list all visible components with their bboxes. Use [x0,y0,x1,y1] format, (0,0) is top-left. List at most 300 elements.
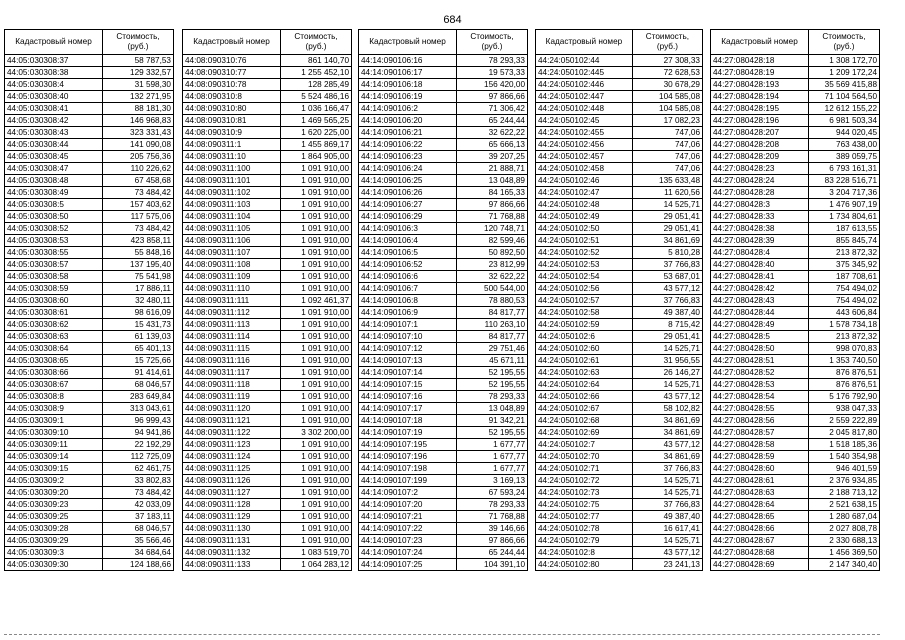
cost-value: 37 766,83 [632,259,702,271]
cost-value: 132 271,95 [103,91,174,103]
cadastral-number: 44:08:090311:111 [183,295,281,307]
cost-value: 53 687,01 [632,271,702,283]
table-row [183,523,352,535]
cost-value: 500 544,00 [457,283,528,295]
cadastral-number: 44:14:090107:10 [359,331,457,343]
cadastral-number: 44:08:090311:113 [183,319,281,331]
cadastral-number: 44:27:080428:63 [711,487,809,499]
cost-value: 5 176 792,90 [809,391,880,403]
table-row [536,91,703,103]
cost-value: 37 766,83 [632,295,702,307]
cost-value: 31 956,55 [632,355,702,367]
cadastral-number: 44:14:090106:27 [359,199,457,211]
table-row [359,235,528,247]
cadastral-number: 44:27:080428:65 [711,511,809,523]
cost-value: 37 766,83 [632,463,702,475]
table-row [359,331,528,343]
cadastral-number: 44:14:090107:22 [359,523,457,535]
cadastral-number: 44:27:080428:28 [711,187,809,199]
cadastral-number: 44:08:090311:1 [183,139,281,151]
cost-value: 1 476 907,19 [809,199,880,211]
table-row [359,283,528,295]
cadastral-number: 44:24:050102:47 [536,187,633,199]
table-row [183,403,352,415]
cost-value: 1 091 910,00 [281,211,352,223]
table-row [536,151,703,163]
cadastral-number: 44:27:080428:51 [711,355,809,367]
table-row [5,367,174,379]
header-cost: Стоимость, (руб.) [103,30,174,55]
table-row [711,223,880,235]
cost-value: 2 559 222,89 [809,415,880,427]
cadastral-number: 44:08:090311:115 [183,343,281,355]
cadastral-number: 44:24:050102:49 [536,211,633,223]
table-row [183,391,352,403]
table-row [536,403,703,415]
cadastral-number: 44:05:030309:30 [5,559,103,571]
cost-value: 23 812,99 [457,259,528,271]
cost-value: 1 677,77 [457,451,528,463]
cadastral-number: 44:05:030309:15 [5,463,103,475]
cost-value: 3 169,13 [457,475,528,487]
table-row [711,343,880,355]
cadastral-number: 44:27:080428:60 [711,463,809,475]
cost-value: 67 593,24 [457,487,528,499]
table-row [536,319,703,331]
cadastral-number: 44:27:080428:18 [711,55,809,67]
table-row [183,283,352,295]
table-row [359,55,528,67]
cadastral-number: 44:24:050102:446 [536,79,633,91]
cost-value: 32 480,11 [103,295,174,307]
cadastral-number: 44:14:090106:2 [359,103,457,115]
cadastral-number: 44:14:090106:4 [359,235,457,247]
table-row [5,163,174,175]
table-row [183,451,352,463]
table-row [183,223,352,235]
cadastral-number: 44:27:080428:61 [711,475,809,487]
cadastral-number: 44:05:030309:20 [5,487,103,499]
table-row [536,415,703,427]
cost-value: 97 866,66 [457,535,528,547]
cost-value: 110 263,10 [457,319,528,331]
table-row [5,67,174,79]
cadastral-number: 44:14:090107:23 [359,535,457,547]
table-row [536,331,703,343]
cost-value: 94 941,86 [103,427,174,439]
cadastral-number: 44:05:030308:60 [5,295,103,307]
cost-value: 1 091 910,00 [281,511,352,523]
table-row [359,91,528,103]
cost-value: 67 458,68 [103,175,174,187]
table-row [183,259,352,271]
table-row [5,223,174,235]
cost-value: 1 091 910,00 [281,403,352,415]
table-row [359,391,528,403]
cost-value: 110 226,62 [103,163,174,175]
table-row [359,187,528,199]
cadastral-number: 44:08:090311:120 [183,403,281,415]
cost-value: 19 573,33 [457,67,528,79]
table-row [711,403,880,415]
table-row [536,367,703,379]
cadastral-number: 44:05:030308:42 [5,115,103,127]
cost-value: 946 401,59 [809,463,880,475]
table-row [183,307,352,319]
cost-value: 1 091 910,00 [281,271,352,283]
table-row [536,451,703,463]
cost-value: 2 521 638,15 [809,499,880,511]
table-row [5,487,174,499]
cadastral-number: 44:24:050102:79 [536,535,633,547]
cadastral-number: 44:24:050102:68 [536,415,633,427]
cadastral-number: 44:27:080428:194 [711,91,809,103]
cadastral-number: 44:08:090311:108 [183,259,281,271]
table-row [359,343,528,355]
cost-value: 1 064 283,12 [281,559,352,571]
cost-value: 213 872,32 [809,331,880,343]
table-row [359,115,528,127]
cost-value: 1 518 185,36 [809,439,880,451]
cadastral-number: 44:27:080428:193 [711,79,809,91]
cost-value: 84 817,77 [457,307,528,319]
cost-value: 763 438,00 [809,139,880,151]
cost-value: 98 616,09 [103,307,174,319]
table-row [711,175,880,187]
cadastral-number: 44:08:090310:80 [183,103,281,115]
table-row [359,223,528,235]
cost-value: 58 787,53 [103,55,174,67]
cadastral-number: 44:08:090311:101 [183,175,281,187]
cost-value: 124 188,66 [103,559,174,571]
cost-value: 17 082,23 [632,115,702,127]
cadastral-number: 44:14:090106:3 [359,223,457,235]
cost-value: 323 331,43 [103,127,174,139]
cost-value: 205 756,36 [103,151,174,163]
table-row [536,127,703,139]
cost-value: 1 091 910,00 [281,391,352,403]
cadastral-number: 44:24:050102:7 [536,439,633,451]
cadastral-number: 44:14:090107:13 [359,355,457,367]
table-row [711,163,880,175]
cadastral-number: 44:27:080428:40 [711,259,809,271]
table-row [359,307,528,319]
table-row [183,55,352,67]
cadastral-number: 44:27:080428:42 [711,283,809,295]
table-row [711,415,880,427]
cadastral-number: 44:08:090311:126 [183,475,281,487]
cost-value: 1 677,77 [457,463,528,475]
cadastral-number: 44:08:090311:102 [183,187,281,199]
cost-value: 71 306,42 [457,103,528,115]
table-row [183,475,352,487]
table-row [536,499,703,511]
table-row [536,67,703,79]
cost-value: 55 848,16 [103,247,174,259]
cost-value: 49 387,40 [632,511,702,523]
cost-value: 876 876,51 [809,379,880,391]
cost-value: 855 845,74 [809,235,880,247]
cadastral-number: 44:14:090107:198 [359,463,457,475]
cadastral-number: 44:27:080428:58 [711,439,809,451]
cost-value: 15 725,66 [103,355,174,367]
cadastral-number: 44:24:050102:48 [536,199,633,211]
cadastral-number: 44:24:050102:51 [536,235,633,247]
cost-value: 1 091 910,00 [281,331,352,343]
table-row [359,67,528,79]
table-row [359,199,528,211]
table-row [183,535,352,547]
table-row [711,67,880,79]
cadastral-number: 44:24:050102:458 [536,163,633,175]
table-row [711,379,880,391]
table-row [711,103,880,115]
cost-value: 12 612 155,22 [809,103,880,115]
cadastral-number: 44:27:080428:55 [711,403,809,415]
table-row [359,103,528,115]
cadastral-number: 44:08:090311:131 [183,535,281,547]
table-row [183,547,352,559]
table-row [5,451,174,463]
cost-value: 876 876,51 [809,367,880,379]
cadastral-number: 44:08:090311:127 [183,487,281,499]
table-row [183,79,352,91]
table-row [536,463,703,475]
header-cadastral: Кадастровый номер [359,30,457,55]
cadastral-number: 44:05:030308:47 [5,163,103,175]
cost-value: 29 051,41 [632,223,702,235]
cadastral-number: 44:14:090106:26 [359,187,457,199]
cadastral-number: 44:24:050102:73 [536,487,633,499]
cadastral-number: 44:08:090311:104 [183,211,281,223]
cadastral-number: 44:27:080428:209 [711,151,809,163]
cost-value: 33 802,83 [103,475,174,487]
cost-value: 128 285,49 [281,79,352,91]
table-row [536,559,703,571]
cadastral-number: 44:24:050102:445 [536,67,633,79]
cadastral-number: 44:08:090311:130 [183,523,281,535]
cost-value: 27 308,33 [632,55,702,67]
cost-value: 135 633,48 [632,175,702,187]
cost-value: 3 204 717,36 [809,187,880,199]
cost-value: 21 888,71 [457,163,528,175]
cost-value: 78 293,33 [457,391,528,403]
cost-value: 29 751,46 [457,343,528,355]
cost-value: 1 456 369,50 [809,547,880,559]
cadastral-number: 44:14:090107:195 [359,439,457,451]
table-row [536,427,703,439]
table-row [5,391,174,403]
table-row [536,511,703,523]
cadastral-number: 44:24:050102:448 [536,103,633,115]
cadastral-number: 44:05:030308:65 [5,355,103,367]
table-row [711,427,880,439]
table-row [183,115,352,127]
cadastral-number: 44:05:030309:23 [5,499,103,511]
cadastral-number: 44:27:080428:64 [711,499,809,511]
table-row [359,475,528,487]
cadastral-number: 44:24:050102:60 [536,343,633,355]
cost-value: 97 866,66 [457,91,528,103]
cadastral-number: 44:05:030308:45 [5,151,103,163]
cadastral-number: 44:24:050102:52 [536,247,633,259]
table-row [359,127,528,139]
cadastral-number: 44:14:090107:17 [359,403,457,415]
header-cadastral: Кадастровый номер [5,30,103,55]
table-row [359,379,528,391]
cadastral-number: 44:27:080428:69 [711,559,809,571]
cadastral-number: 44:24:050102:61 [536,355,633,367]
table-row [536,487,703,499]
cadastral-number: 44:14:090107:1 [359,319,457,331]
table-row [5,79,174,91]
cadastral-number: 44:08:090311:133 [183,559,281,571]
cadastral-number: 44:05:030308:43 [5,127,103,139]
cost-value: 34 861,69 [632,415,702,427]
table-row [711,535,880,547]
footer-divider [4,634,880,636]
cadastral-number: 44:27:080428:67 [711,535,809,547]
cadastral-number: 44:27:080428:66 [711,523,809,535]
cost-value: 29 051,41 [632,331,702,343]
cadastral-number: 44:05:030309:14 [5,451,103,463]
cost-value: 83 228 516,71 [809,175,880,187]
table-row [5,343,174,355]
cost-value: 747,06 [632,163,702,175]
cadastral-number: 44:27:080428:24 [711,175,809,187]
table-row [359,151,528,163]
table-row [536,199,703,211]
cost-value: 104 585,08 [632,91,702,103]
table-row [711,463,880,475]
cadastral-number: 44:14:090106:24 [359,163,457,175]
cost-value: 1 469 565,25 [281,115,352,127]
cadastral-number: 44:14:090106:25 [359,175,457,187]
page-number: 684 [443,14,462,26]
cadastral-number: 44:05:030308:44 [5,139,103,151]
cost-value: 1 091 910,00 [281,487,352,499]
cadastral-number: 44:08:090311:122 [183,427,281,439]
cost-value: 1 353 740,50 [809,355,880,367]
cadastral-number: 44:08:090310:81 [183,115,281,127]
cost-value: 43 577,12 [632,283,702,295]
cost-value: 1 091 910,00 [281,283,352,295]
table-row [5,151,174,163]
cadastral-number: 44:14:090106:52 [359,259,457,271]
cadastral-number: 44:24:050102:57 [536,295,633,307]
cadastral-number: 44:14:090107:199 [359,475,457,487]
cadastral-number: 44:27:080428:38 [711,223,809,235]
cadastral-number: 44:08:090310:77 [183,67,281,79]
table-row [183,511,352,523]
cost-value: 34 861,69 [632,427,702,439]
cadastral-number: 44:08:090311:112 [183,307,281,319]
cost-value: 2 027 808,78 [809,523,880,535]
cost-value: 43 577,12 [632,439,702,451]
cost-value: 42 033,09 [103,499,174,511]
cost-value: 187 613,55 [809,223,880,235]
table-row [536,55,703,67]
table-row [5,187,174,199]
table-row [183,187,352,199]
table-row [5,331,174,343]
cost-value: 1 620 225,00 [281,127,352,139]
table-row [711,319,880,331]
table-row [183,127,352,139]
cadastral-number: 44:14:090107:14 [359,367,457,379]
cost-value: 1 091 910,00 [281,415,352,427]
cadastral-number: 44:27:080428:53 [711,379,809,391]
table-row [183,439,352,451]
cost-value: 71 768,88 [457,511,528,523]
cost-value: 747,06 [632,139,702,151]
cadastral-number: 44:08:090311:117 [183,367,281,379]
cost-value: 1 308 172,70 [809,55,880,67]
table-row [711,199,880,211]
header-cadastral: Кадастровый номер [711,30,809,55]
table-row [359,487,528,499]
cost-value: 2 330 688,13 [809,535,880,547]
table-row [5,271,174,283]
header-row [359,30,528,55]
table-row [183,295,352,307]
cadastral-number: 44:05:030308:57 [5,259,103,271]
cost-value: 65 244,44 [457,547,528,559]
cost-value: 1 540 354,98 [809,451,880,463]
cadastral-number: 44:05:030308:55 [5,247,103,259]
cadastral-number: 44:05:030308:50 [5,211,103,223]
cost-value: 34 684,64 [103,547,174,559]
cost-value: 1 092 461,37 [281,295,352,307]
table-row [183,247,352,259]
cadastral-table-3 [358,29,528,571]
cadastral-table-1 [4,29,174,571]
cadastral-number: 44:27:080428:43 [711,295,809,307]
table-row [183,175,352,187]
table-row [711,475,880,487]
header-cost: Стоимость, (руб.) [632,30,702,55]
table-row [711,211,880,223]
cost-value: 112 725,09 [103,451,174,463]
table-row [711,307,880,319]
table-row [5,403,174,415]
table-row [536,163,703,175]
table-row [359,415,528,427]
table-row [536,547,703,559]
cost-value: 998 070,83 [809,343,880,355]
cadastral-number: 44:24:050102:66 [536,391,633,403]
table-row [536,175,703,187]
cadastral-number: 44:24:050102:77 [536,511,633,523]
cadastral-number: 44:05:030308:9 [5,403,103,415]
table-row [183,355,352,367]
cost-value: 213 872,32 [809,247,880,259]
table-row [5,295,174,307]
table-row [359,499,528,511]
cadastral-table-4 [535,29,703,571]
cadastral-number: 44:14:090106:16 [359,55,457,67]
cadastral-number: 44:05:030308:40 [5,91,103,103]
cost-value: 14 525,71 [632,379,702,391]
cadastral-number: 44:27:080428:23 [711,163,809,175]
table-row [5,259,174,271]
table-row [536,379,703,391]
table-row [5,523,174,535]
cadastral-number: 44:24:050102:63 [536,367,633,379]
cadastral-number: 44:24:050102:56 [536,283,633,295]
cadastral-number: 44:05:030308:67 [5,379,103,391]
cadastral-number: 44:14:090106:5 [359,247,457,259]
